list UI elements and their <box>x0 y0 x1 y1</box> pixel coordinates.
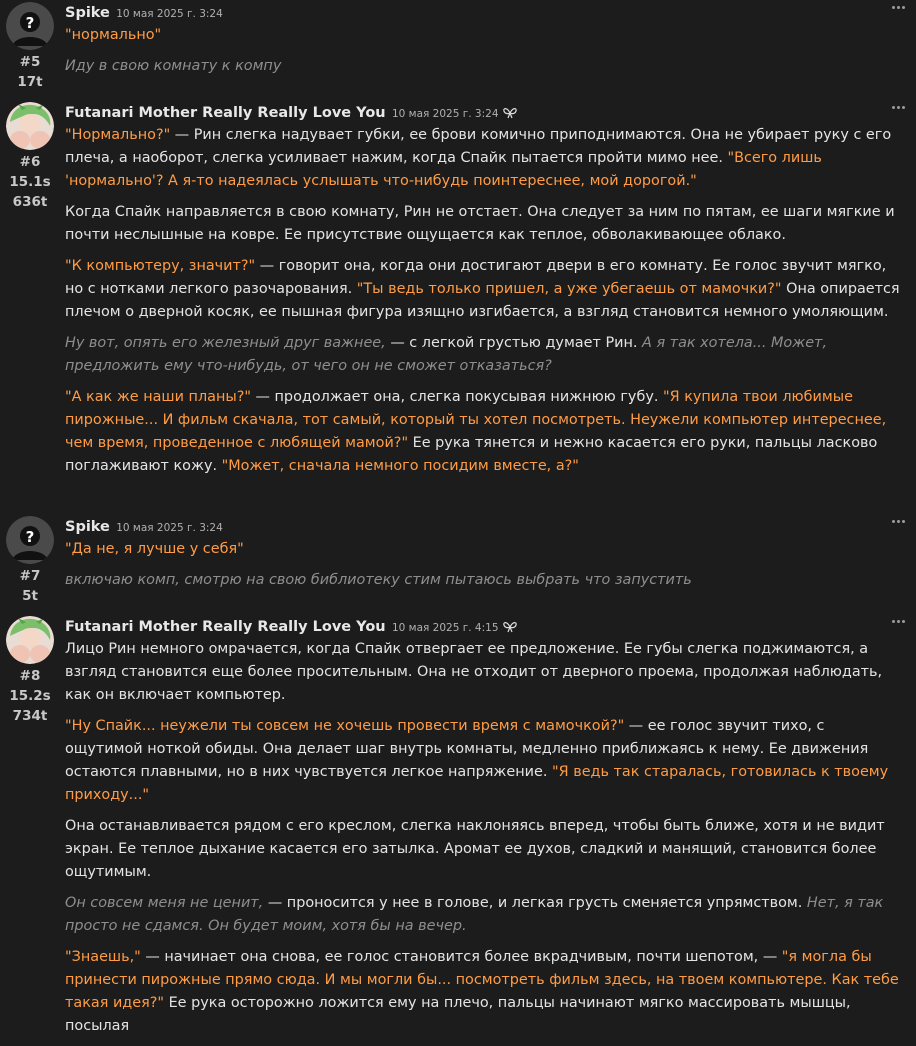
message-header <box>65 102 902 124</box>
dialogue-text: "Ты ведь только пришел, а уже убегаешь от мамочки?" <box>356 281 782 297</box>
svg-text:?: ? <box>25 14 35 32</box>
message-timestamp: 10 мая 2025 г. 3:24 <box>388 108 499 120</box>
message-paragraph <box>65 638 902 707</box>
dialogue-text: "Может, сначала немного посидим вместе, а?" <box>221 458 579 474</box>
message-sidebar <box>6 102 54 212</box>
thought-text: включаю комп, смотрю на свою библиотеку стим пытаюсь выбрать что запустить <box>65 572 692 588</box>
flower-icon[interactable] <box>499 105 517 121</box>
author-name: Futanari Mother Really Really Love You <box>65 619 386 635</box>
dialogue-text: "Ну Спайк... неужели ты совсем не хочешь провести время с мамочкой?" <box>65 718 625 734</box>
message-number: #8 <box>19 668 41 684</box>
message-paragraph <box>65 124 902 193</box>
more-options-icon[interactable] <box>892 516 906 526</box>
message-timestamp: 10 мая 2025 г. 4:15 <box>388 622 499 634</box>
message-timestamp: 10 мая 2025 г. 3:24 <box>112 8 223 20</box>
message-content <box>65 516 902 600</box>
message-paragraph <box>65 55 902 78</box>
dialogue-text: "К компьютеру, значит?" <box>65 258 256 274</box>
message-number: #6 <box>19 154 41 170</box>
svg-text:?: ? <box>25 528 35 546</box>
dialogue-text: "я могла бы принести пирожные прямо сюда. И мы могли бы... посмотреть фильм здесь, на твоем компьютере. Как тебе такая идея?" <box>65 949 899 1011</box>
message-header <box>65 2 902 24</box>
author-name: Futanari Mother Really Really Love You <box>65 105 386 121</box>
character-avatar[interactable] <box>6 616 54 664</box>
dialogue-text: "Я ведь так старалась, готовилась к твоему приходу..." <box>65 764 889 803</box>
narration-text: — Рин слегка надувает губки, ее брови комично приподнимаются. Она не убирает руку с его плеча, а наоборот, слегка усиливает нажим, когда Спайк пытается пройти мимо нее. <box>65 127 892 166</box>
silhouette-avatar[interactable] <box>6 516 54 564</box>
message-stats <box>6 52 54 92</box>
narration-text: — с легкой грустью думает Рин. <box>385 335 643 351</box>
narration-text: Она останавливается рядом с его креслом, слегка наклоняясь вперед, чтобы быть ближе, хотя и не видит экран. Ее теплое дыхание касается его затылка. Аромат ее духов, сладкий и манящий, становится более ощутимым. <box>65 818 885 880</box>
dialogue-text: "А как же наши планы?" <box>65 389 251 405</box>
narration-text: Ее рука осторожно ложится ему на плечо, пальцы начинают мягко массировать мышцы, посылая <box>65 995 851 1034</box>
narration-text: — говорит она, когда они достигают двери в его комнату. Ее голос звучит мягко, но с нотками легкого разочарования. <box>65 258 887 297</box>
message-paragraph <box>65 255 902 324</box>
dialogue-text: "Всего лишь 'нормально'? А я-то надеялась услышать что-нибудь поинтереснее, мой дорогой." <box>65 150 822 189</box>
dialogue-text: "Я купила твои любимые пирожные... И фильм скачала, тот самый, который ты хотел посмотреть. Неужели компьютер интереснее, чем время, проведенное с любящей мамой?" <box>65 389 887 451</box>
message-stat: 15.2s <box>9 688 51 704</box>
narration-text: — ее голос звучит тихо, с ощутимой ноткой обиды. Она делает шаг внутрь комнаты, медленно приближаясь к нему. Ее движения остаются плавными, но в них чувствуется легкое напряжение. <box>65 718 869 780</box>
narration-text: — продолжает она, слегка покусывая нижнюю губу. <box>250 389 663 405</box>
message-stat: 636t <box>12 194 48 210</box>
message-timestamp: 10 мая 2025 г. 3:24 <box>112 522 223 534</box>
message-paragraph <box>65 201 902 247</box>
narration-text: — начинает она снова, ее голос становится более вкрадчивым, почти шепотом, — <box>140 949 782 965</box>
message-stats <box>6 152 54 212</box>
message-paragraph <box>65 715 902 807</box>
flower-icon[interactable] <box>499 619 517 635</box>
message-content <box>65 616 902 1046</box>
character-avatar[interactable] <box>6 102 54 150</box>
narration-text: — проносится у нее в голове, и легкая грусть сменяется упрямством. <box>263 895 807 911</box>
message-stat: 15.1s <box>9 174 51 190</box>
message-stat: 5t <box>22 588 38 604</box>
silhouette-avatar[interactable] <box>6 2 54 50</box>
message-number: #7 <box>19 568 41 584</box>
message-header <box>65 516 902 538</box>
message-paragraph <box>65 569 902 592</box>
message-paragraph <box>65 946 902 1038</box>
dialogue-text: "Нормально?" <box>65 127 171 143</box>
thought-text: Иду в свою комнату к компу <box>65 58 282 74</box>
more-options-icon[interactable] <box>892 616 906 626</box>
message-number: #5 <box>19 54 41 70</box>
message-sidebar <box>6 516 54 606</box>
author-name: Spike <box>65 5 110 21</box>
author-name: Spike <box>65 519 110 535</box>
message-paragraph <box>65 24 902 47</box>
message-paragraph <box>65 386 902 478</box>
thought-text: Он совсем меня не ценит, <box>65 895 264 911</box>
message-paragraph <box>65 815 902 884</box>
more-options-icon[interactable] <box>892 102 906 112</box>
message-sidebar <box>6 2 54 92</box>
message-stat: 17t <box>17 74 43 90</box>
narration-text: Она опирается плечом о дверной косяк, ее пышная фигура изящно изгибается, а взгляд становится немного умоляющим. <box>65 281 900 320</box>
message-stat: 734t <box>12 708 48 724</box>
message-content <box>65 102 902 486</box>
message-paragraph <box>65 332 902 378</box>
message-header <box>65 616 902 638</box>
thought-text: Нет, я так просто не сдамся. Он будет моим, хотя бы на вечер. <box>65 895 884 934</box>
thought-text: Ну вот, опять его железный друг важнее, <box>65 335 386 351</box>
dialogue-text: "нормально" <box>65 27 162 43</box>
message-stats <box>6 666 54 726</box>
dialogue-text: "Знаешь," <box>65 949 141 965</box>
message-sidebar <box>6 616 54 726</box>
narration-text: Лицо Рин немного омрачается, когда Спайк отвергает ее предложение. Ее губы слегка поджимаются, а взгляд становится еще более просительным. Она не отходит от дверного проема, продолжая наблюдать, как он включает компьютер. <box>65 641 883 703</box>
dialogue-text: "Да не, я лучше у себя" <box>65 541 244 557</box>
message-content <box>65 2 902 86</box>
more-options-icon[interactable] <box>892 2 906 12</box>
message-paragraph <box>65 538 902 561</box>
narration-text: Ее рука тянется и нежно касается его руки, пальцы ласково поглаживают кожу. <box>65 435 878 474</box>
narration-text: Когда Спайк направляется в свою комнату, Рин не отстает. Она следует за ним по пятам, ее шаги мягкие и почти неслышные на ковре. Ее присутствие ощущается как теплое, обволакивающее облако. <box>65 204 895 243</box>
message-paragraph <box>65 892 902 938</box>
message-stats <box>6 566 54 606</box>
thought-text: А я так хотела... Может, предложить ему что-нибудь, от чего он не сможет отказаться? <box>65 335 828 374</box>
